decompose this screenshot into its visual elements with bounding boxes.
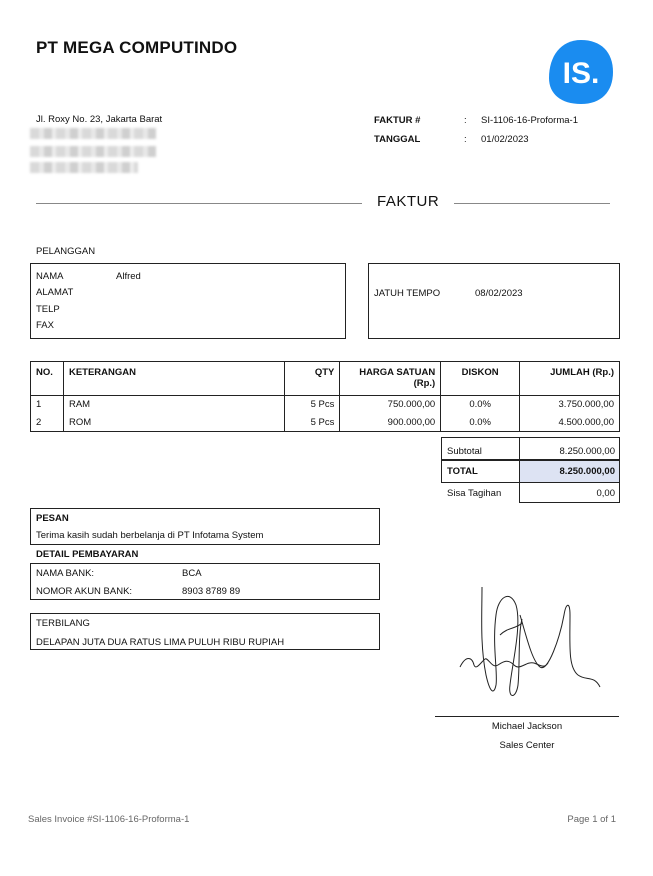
company-address: Jl. Roxy No. 23, Jakarta Barat [36,114,163,125]
due-box [368,263,620,339]
header-unit-price-line1: HARGA SATUAN [359,367,436,378]
due-date-label: JATUH TEMPO [374,288,441,299]
customer-phone-label: TELP [36,304,60,315]
redacted-address-line-2 [30,146,156,157]
bank-account: 8903 8789 89 [182,586,241,597]
row-description: RAM [63,396,284,414]
items-table [30,361,620,432]
title-rule-left [36,203,362,204]
signer-role: Sales Center [499,740,555,751]
footer-page-number: Page 1 of 1 [567,814,616,825]
row-discount: 0.0% [441,414,520,432]
due-date: 08/02/2023 [475,288,523,299]
invoice-date-label: TANGGAL [374,134,421,145]
row-no: 1 [31,396,64,414]
customer-section-label: PELANGGAN [36,246,96,257]
redacted-address-line-1 [30,128,156,139]
header-unit-price [340,362,441,396]
header-unit-price-line2: (Rp.) [413,378,436,389]
header-description: KETERANGAN [63,362,284,396]
invoice-date: 01/02/2023 [481,134,529,145]
row-total: 4.500.000,00 [520,414,620,432]
total-label: TOTAL [447,466,478,477]
row-description: ROM [63,414,284,432]
balance-value: 0,00 [596,488,615,499]
logo-text: IS. [562,57,600,90]
subtotal-value: 8.250.000,00 [559,446,615,457]
balance-label: Sisa Tagihan [447,488,502,499]
row-discount: 0.0% [441,396,520,414]
row-unit-price: 900.000,00 [340,414,441,432]
customer-box [30,263,346,339]
signer-name: Michael Jackson [491,721,563,732]
bank-name: BCA [182,568,202,579]
signature-line [435,716,619,717]
customer-name: Alfred [116,271,141,282]
header-total: JUMLAH (Rp.) [520,362,620,396]
customer-name-label: NAMA [36,271,64,282]
bank-name-label: NAMA BANK: [36,568,95,579]
message-text: Terima kasih sudah berbelanja di PT Infotama System [36,530,264,541]
company-logo [547,38,615,106]
table-row [31,396,620,414]
signature-image [452,575,607,705]
message-label: PESAN [36,513,69,524]
table-row [31,414,620,432]
title-rule-right [454,203,610,204]
subtotal-label: Subtotal [447,446,482,457]
document-title: FAKTUR [377,193,440,210]
customer-address-label: ALAMAT [36,287,74,298]
payment-label: DETAIL PEMBAYARAN [36,549,139,560]
invoice-number: SI-1106-16-Proforma-1 [481,115,578,126]
words-label: TERBILANG [36,618,90,629]
company-name: PT MEGA COMPUTINDO [36,38,238,57]
footer-invoice-ref: Sales Invoice #SI-1106-16-Proforma-1 [28,814,190,825]
invoice-number-label: FAKTUR # [374,115,421,126]
row-total: 3.750.000,00 [520,396,620,414]
invoice-date-colon: : [464,134,467,145]
header-qty: QTY [285,362,340,396]
row-no: 2 [31,414,64,432]
row-qty: 5 Pcs [285,396,340,414]
header-discount: DISKON [441,362,520,396]
customer-fax-label: FAX [36,320,54,331]
invoice-number-colon: : [464,115,467,126]
header-no: NO. [31,362,64,396]
bank-account-label: NOMOR AKUN BANK: [36,586,133,597]
redacted-address-line-3 [30,162,138,173]
total-value: 8.250.000,00 [559,466,615,477]
row-unit-price: 750.000,00 [340,396,441,414]
row-qty: 5 Pcs [285,414,340,432]
words-text: DELAPAN JUTA DUA RATUS LIMA PULUH RIBU RUPIAH [36,637,285,648]
